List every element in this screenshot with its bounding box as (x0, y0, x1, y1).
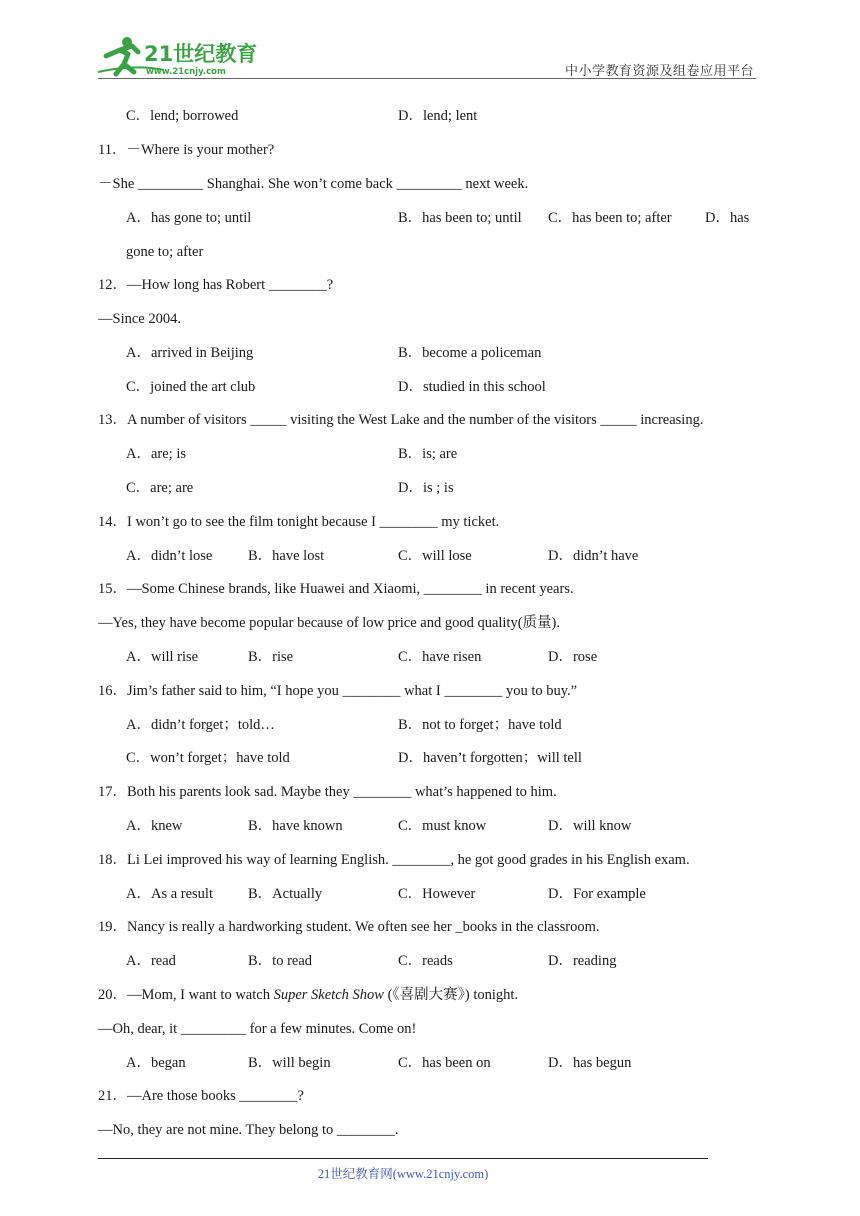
q20-option-a: A．began (126, 1055, 186, 1071)
q13-option-d: D．is ; is (398, 480, 454, 496)
platform-title: 中小学教育资源及组卷应用平台 (564, 64, 754, 79)
footer-link[interactable]: 21世纪教育网(www.21cnjy.com) (317, 1167, 489, 1181)
q20-option-c: C．has been on (398, 1055, 491, 1071)
q20-stem (98, 985, 518, 1005)
q15-option-a: A．will rise (126, 649, 199, 665)
q14-option-b: B．have lost (248, 548, 325, 564)
q16-option-a: A．didn’t forget；told… (126, 717, 275, 733)
q20-show-title: Super Sketch Show (273, 987, 384, 1003)
q11-line2: －She _________ Shanghai. She won’t come back _________ next week. (98, 176, 529, 192)
q16-option-c: C．won’t forget；have told (126, 750, 290, 766)
q12-stem: 12．—How long has Robert ________? (98, 277, 334, 293)
q11-option-d-cont: gone to; after (126, 244, 204, 260)
q20-option-b: B．will begin (248, 1055, 331, 1071)
q12-option-b: B．become a policeman (398, 345, 542, 361)
q20-line2: —Oh, dear, it _________ for a few minutes. Come on! (98, 1021, 417, 1037)
q11-option-b: B．has been to; until (398, 210, 522, 226)
q18-option-d: D．For example (548, 886, 646, 902)
q19-option-b: B．to read (248, 953, 313, 969)
q12-option-c: C．joined the art club (126, 379, 256, 395)
q13-option-c: C．are; are (126, 480, 194, 496)
q16-stem: 16．Jim’s father said to him, “I hope you ________ what I ________ you to buy.” (98, 683, 578, 699)
q11-option-a: A．has gone to; until (126, 210, 252, 226)
q21-line2: —No, they are not mine. They belong to ________. (98, 1122, 399, 1138)
q12-option-a: A．arrived in Beijing (126, 345, 254, 361)
q15-line2: —Yes, they have become popular because of low price and good quality(质量). (98, 615, 560, 631)
footer-divider (98, 1158, 708, 1159)
q11-option-d: D．has (705, 210, 750, 226)
q15-stem: 15．—Some Chinese brands, like Huawei and Xiaomi, ________ in recent years. (98, 581, 574, 597)
q11-option-c: C．has been to; after (548, 210, 672, 226)
q10-option-c: C．lend; borrowed (126, 108, 239, 124)
q18-option-b: B．Actually (248, 886, 323, 902)
q17-option-b: B．have known (248, 818, 343, 834)
q20-option-d: D．has begun (548, 1055, 632, 1071)
logo-main-text: 21世纪教育 (144, 42, 258, 66)
q14-option-a: A．didn’t lose (126, 548, 213, 564)
site-logo (94, 34, 264, 78)
q18-stem: 18．Li Lei improved his way of learning English. ________, he got good grades in his English exam. (98, 852, 690, 868)
q16-option-b: B．not to forget；have told (398, 717, 562, 733)
q17-option-d: D．will know (548, 818, 632, 834)
q19-stem: 19．Nancy is really a hardworking student. We often see her _books in the classroom. (98, 919, 600, 935)
q19-option-a: A．read (126, 953, 176, 969)
q19-option-d: D．reading (548, 953, 617, 969)
q15-option-b: B．rise (248, 649, 294, 665)
q17-option-a: A．knew (126, 818, 183, 834)
q20-stem-pre: 20．—Mom, I want to watch (98, 987, 274, 1003)
q11-stem: 11．－Where is your mother? (98, 142, 275, 158)
q15-option-d: D．rose (548, 649, 598, 665)
q17-option-c: C．must know (398, 818, 487, 834)
q16-option-d: D．haven’t forgotten；will tell (398, 750, 582, 766)
q10-option-d: D．lend; lent (398, 108, 478, 124)
q20-stem-post: (《喜剧大赛》) tonight. (383, 987, 519, 1003)
q19-option-c: C．reads (398, 953, 453, 969)
q14-option-d: D．didn’t have (548, 548, 639, 564)
q17-stem: 17．Both his parents look sad. Maybe they ________ what’s happened to him. (98, 784, 557, 800)
q18-option-a: A．As a result (126, 886, 213, 902)
q12-line2: —Since 2004. (98, 311, 181, 327)
q21-stem: 21．—Are those books ________? (98, 1088, 304, 1104)
q14-option-c: C．will lose (398, 548, 472, 564)
q13-stem: 13．A number of visitors _____ visiting the West Lake and the number of the visitors _____ increasing. (98, 412, 704, 428)
q15-option-c: C．have risen (398, 649, 482, 665)
q12-option-d: D．studied in this school (398, 379, 546, 395)
logo-sub-text: www.21cnjy.com (146, 67, 226, 77)
q14-stem: 14．I won’t go to see the film tonight because I ________ my ticket. (98, 514, 500, 530)
q13-option-a: A．are; is (126, 446, 186, 462)
q18-option-c: C．However (398, 886, 476, 902)
header-divider (98, 78, 756, 79)
q13-option-b: B．is; are (398, 446, 458, 462)
